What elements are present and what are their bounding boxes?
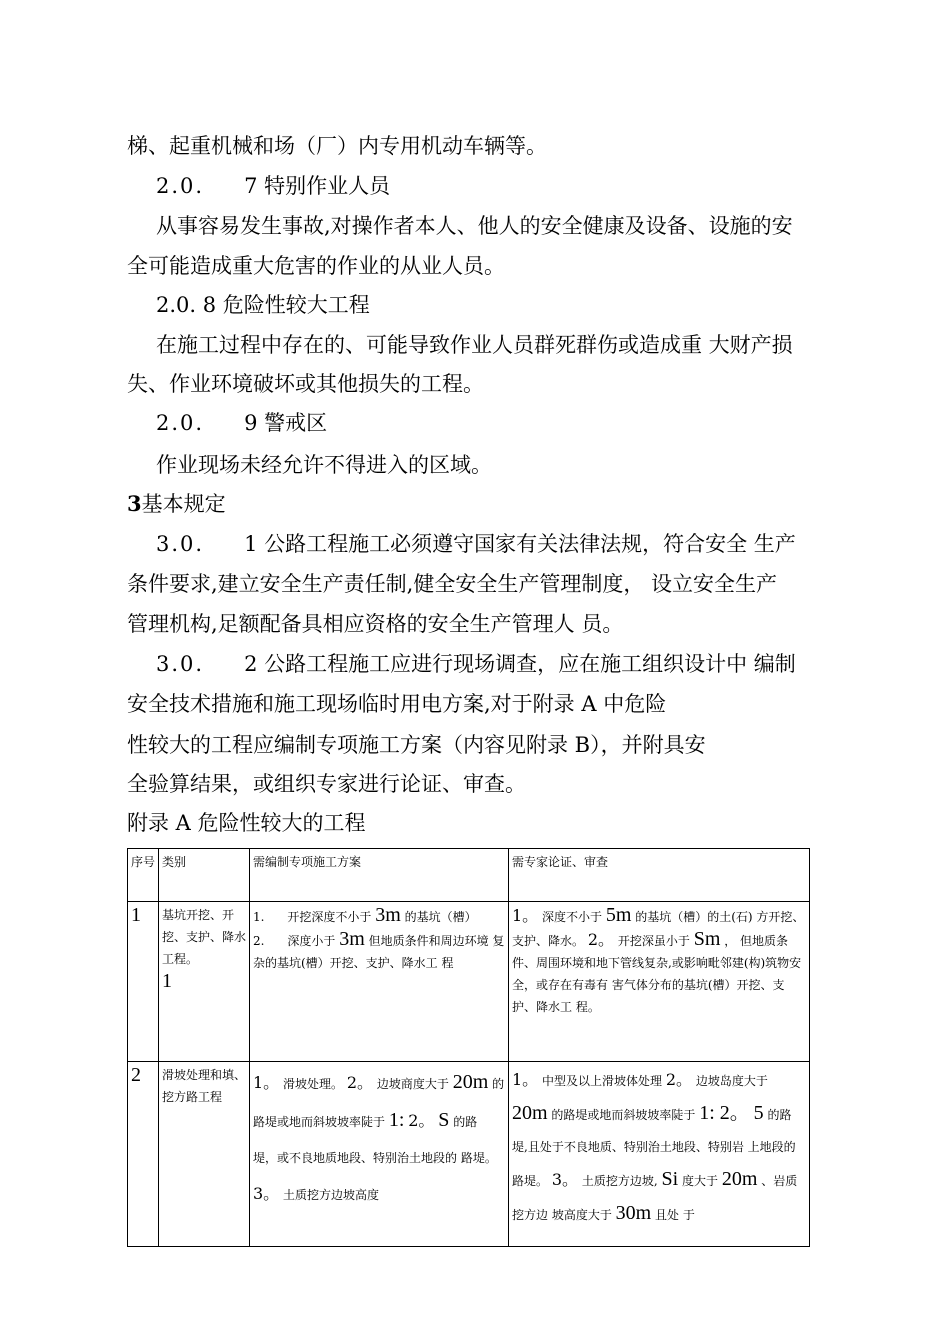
item-text: 且处 于	[655, 1208, 695, 1222]
item-value: 20m	[512, 1102, 548, 1124]
item-text: 、岩质挖方边 坡高度大于	[512, 1174, 798, 1222]
item-text: 的路堤或地而斜坡坡率陡于	[551, 1108, 696, 1122]
item-number: 2。	[587, 930, 615, 949]
item-number: 1。	[253, 1073, 280, 1092]
row-number: 1	[131, 904, 141, 926]
section-number: 2.0.	[156, 411, 205, 435]
item-value: Si	[661, 1168, 679, 1190]
category-text: 基坑开挖、开挖、支护、降水工程。	[162, 908, 247, 966]
section-number: 2.0.	[156, 174, 205, 198]
item-text: 边坡岛度大于	[695, 1074, 768, 1088]
item-value: 30m	[615, 1202, 652, 1224]
row-seq	[128, 1062, 159, 1247]
row-plan	[250, 902, 509, 1062]
item-value: 5m	[605, 904, 632, 926]
header-plan: 需编制专项施工方案	[250, 849, 509, 902]
item-text: 深度小于	[287, 934, 336, 948]
item-text: 深度不小于	[542, 910, 603, 924]
item-number: 1.	[253, 910, 265, 924]
item-text: 土质挖方边坡高度	[283, 1188, 380, 1202]
section-title: 9 警戒区	[244, 411, 328, 435]
item-text: 的基坑（槽）	[404, 910, 477, 924]
section-3-0-1-line	[156, 529, 796, 559]
category-text: 滑坡处理和填、挖方路工程	[162, 1068, 247, 1104]
item-value: 20m	[721, 1168, 758, 1190]
row-category	[159, 902, 250, 1062]
text-line: 梯、起重机械和场（厂）内专用机动车辆等。	[127, 134, 547, 158]
header-expert: 需专家论证、审查	[509, 849, 810, 902]
table-header-row	[128, 849, 810, 902]
section-heading-2-0-8: 2.0. 8 危险性较大工程	[156, 293, 370, 317]
plan-item	[253, 928, 505, 974]
header-category: 类别	[159, 849, 250, 902]
item-number: 1。	[512, 906, 539, 925]
chapter-title: 基本规定	[141, 492, 226, 516]
paragraph-line: 全验算结果，或组织专家进行论证、审查。	[127, 772, 526, 796]
item-text: 的基坑（槽）的土(石) 方开挖、支护、降水。	[512, 910, 805, 948]
item-value: 3m	[375, 904, 401, 926]
item-value: Sm	[693, 928, 721, 950]
section-number: 3.0.	[156, 532, 205, 556]
paragraph-line: 失、作业环境破坏或其他损失的工程。	[127, 372, 484, 396]
item-text: 的路 堤,且处于不良地质、特别治土地段、特别岩 上地段的路堤。	[512, 1108, 796, 1188]
item-number: 2.	[253, 934, 265, 948]
chapter-number: 3	[127, 491, 142, 516]
paragraph-line: 全可能造成重大危害的作业的从业人员。	[127, 254, 505, 278]
header-seq: 序号	[128, 849, 159, 902]
section-3-0-2-line	[156, 649, 796, 679]
paragraph-line: 管理机构,足额配备具相应资格的安全生产管理人 员。	[127, 612, 624, 636]
row-expert	[509, 902, 810, 1062]
item-text: 开挖深虽小于	[617, 934, 690, 948]
appendix-title: 附录 A 危险性较大的工程	[127, 811, 366, 835]
item-text: 但地质条件和周边环境 复杂的基坑(槽）开挖、支护、降水工 程	[253, 934, 505, 970]
row-expert	[509, 1062, 810, 1247]
item-value: 1: 2。	[699, 1102, 750, 1124]
paragraph-line: 从事容易发生事故,对操作者本人、他人的安全健康及设备、设施的安	[156, 214, 793, 238]
item-text: 边坡商度大于	[376, 1077, 449, 1091]
row-category	[159, 1062, 250, 1247]
item-value: S	[438, 1109, 450, 1131]
item-text: ， 但地质条件、周围环境和地下管线复杂,或影响毗邻建(构)筑物安全，或存在有毒有 害气体分布的基坑(槽）开挖、支护、降水工 程。	[512, 934, 802, 1014]
table-row	[128, 1062, 810, 1247]
row-plan	[250, 1062, 509, 1247]
item-number: 1。	[512, 1070, 539, 1089]
section-title: 7 特别作业人员	[244, 174, 391, 198]
item-number: 3。	[253, 1184, 280, 1203]
section-number: 3.0.	[156, 652, 205, 676]
item-value: 5	[753, 1102, 764, 1124]
item-text: 滑坡处理。	[283, 1077, 344, 1091]
item-value: 20m	[452, 1071, 489, 1093]
section-text: 2 公路工程施工应进行现场调查，应在施工组织设计中 编制	[244, 652, 796, 676]
item-text: 土质挖方边坡,	[581, 1174, 658, 1188]
section-text: 1 公路工程施工必须遵守国家有关法律法规，符合安全 生产	[244, 532, 796, 556]
item-number: 2。	[665, 1070, 693, 1089]
row-number: 2	[131, 1064, 141, 1086]
item-text: 开挖深度不小于	[287, 910, 372, 924]
row-seq	[128, 902, 159, 1062]
item-text: 度大于	[682, 1174, 719, 1188]
paragraph-line: 条件要求,建立安全生产责任制,健全安全生产管理制度， 设立安全生产	[127, 572, 778, 596]
paragraph-line: 在施工过程中存在的、可能导致作业人员群死群伤或造成重 大财产损	[156, 333, 793, 357]
category-note: 1	[162, 970, 172, 992]
item-text: 的路 堤，或不良地质地段、特别治土地段的 路堤。	[253, 1115, 497, 1165]
hazard-project-table	[127, 848, 810, 1247]
item-text: 中型及以上滑坡体处理	[542, 1074, 663, 1088]
table-row	[128, 902, 810, 1062]
plan-item	[253, 904, 505, 928]
item-value: 1:	[388, 1109, 405, 1131]
chapter-heading-3	[127, 489, 226, 519]
item-number: 2。	[346, 1073, 374, 1092]
section-heading-2-0-9	[156, 408, 327, 438]
item-number: 3。	[551, 1170, 579, 1189]
paragraph-line: 性较大的工程应编制专项施工方案（内容见附录 B），并附具安	[127, 733, 706, 757]
item-value: 3m	[339, 928, 365, 950]
item-text: 的 路堤或地而斜坡坡率陡于	[253, 1077, 505, 1129]
paragraph-line: 作业现场未经允许不得进入的区域。	[156, 453, 492, 477]
section-heading-2-0-7	[156, 171, 390, 201]
paragraph-line: 安全技术措施和施工现场临时用电方案,对于附录 A 中危险	[127, 692, 667, 716]
item-number: 2。	[408, 1111, 435, 1130]
